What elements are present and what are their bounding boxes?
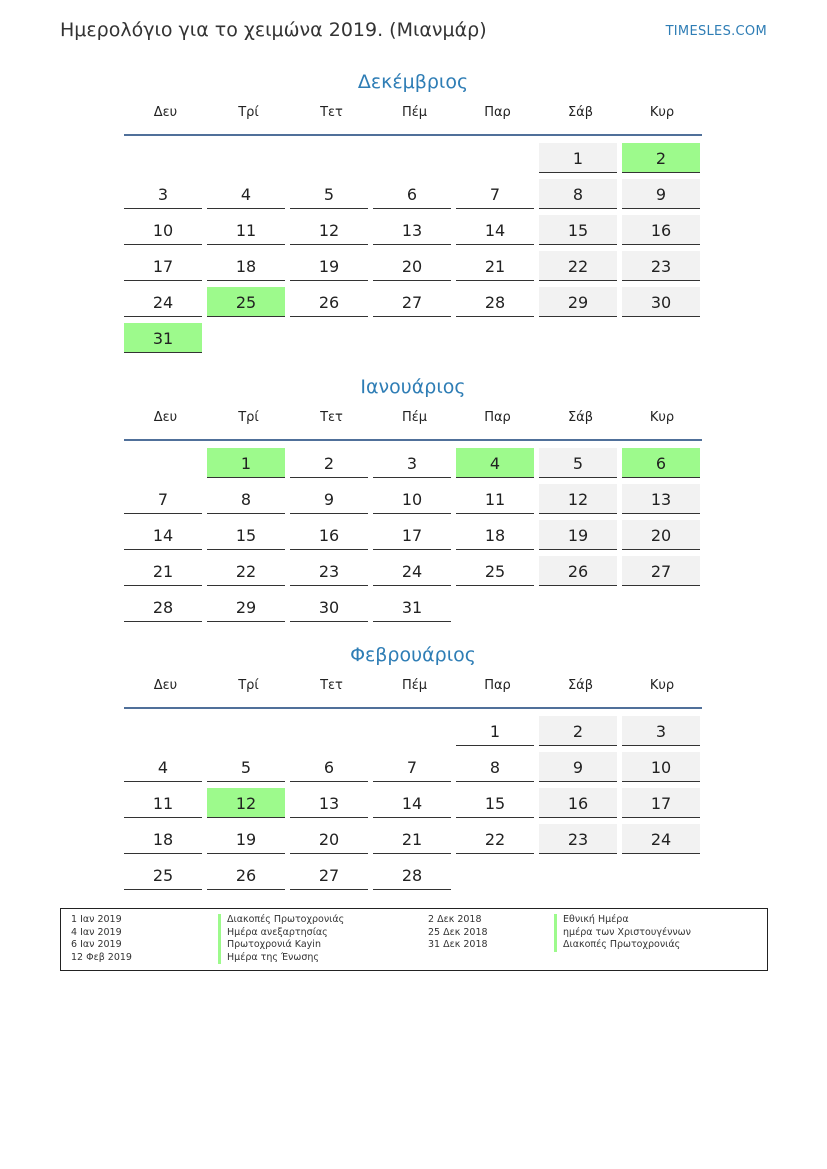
- day-cell: 20: [373, 251, 451, 281]
- weekday-label: Πέμ: [401, 410, 428, 425]
- day-cell: 15: [207, 520, 285, 550]
- day-cell: 17: [622, 788, 700, 818]
- week-row: [124, 589, 702, 625]
- day-cell: 15: [456, 788, 534, 818]
- legend-holiday-name: Ημέρα ανεξαρτησίας: [218, 927, 344, 940]
- day-cell: 21: [456, 251, 534, 281]
- day-cell: 26: [539, 556, 617, 586]
- week-row: [124, 284, 702, 320]
- weekday-label: Κυρ: [649, 105, 675, 120]
- day-cell: 18: [124, 824, 202, 854]
- legend-holiday-name: Διακοπές Πρωτοχρονιάς: [554, 939, 691, 952]
- day-cell: 25: [124, 860, 202, 890]
- day-cell: 23: [290, 556, 368, 586]
- day-cell: 6: [373, 179, 451, 209]
- weekday-label: Τρί: [238, 410, 259, 425]
- month-calendar: [124, 641, 702, 893]
- empty-day-cell: [456, 323, 534, 353]
- day-cell: 4: [124, 752, 202, 782]
- weekday-label: Δευ: [153, 410, 178, 425]
- day-cell: 1: [456, 716, 534, 746]
- empty-day-cell: [290, 323, 368, 353]
- week-row: [124, 481, 702, 517]
- day-cell: 17: [124, 251, 202, 281]
- weekday-label: Δευ: [153, 105, 178, 120]
- day-cell: 16: [622, 215, 700, 245]
- month-name: Δεκέμβριος: [357, 71, 469, 93]
- day-cell: 16: [290, 520, 368, 550]
- day-cell: 17: [373, 520, 451, 550]
- empty-day-cell: [622, 860, 700, 890]
- day-cell: 13: [290, 788, 368, 818]
- holiday-day-cell: 1: [207, 448, 285, 478]
- weekday-label: Πέμ: [401, 678, 428, 693]
- holiday-day-cell: 4: [456, 448, 534, 478]
- holiday-day-cell: 25: [207, 287, 285, 317]
- empty-day-cell: [456, 592, 534, 622]
- month-name: Ιανουάριος: [360, 376, 466, 398]
- day-cell: 27: [373, 287, 451, 317]
- empty-day-cell: [456, 143, 534, 173]
- day-cell: 4: [207, 179, 285, 209]
- weekday-label: Παρ: [484, 105, 511, 120]
- day-cell: 9: [622, 179, 700, 209]
- day-cell: 12: [539, 484, 617, 514]
- week-row: [124, 821, 702, 857]
- day-cell: 28: [456, 287, 534, 317]
- day-cell: 2: [539, 716, 617, 746]
- day-cell: 18: [456, 520, 534, 550]
- day-cell: 16: [539, 788, 617, 818]
- weekday-header: [124, 677, 702, 709]
- weekday-label: Τρί: [238, 105, 259, 120]
- legend-date: 25 Δεκ 2018: [428, 926, 488, 938]
- day-cell: 23: [539, 824, 617, 854]
- day-cell: 5: [539, 448, 617, 478]
- day-cell: 26: [207, 860, 285, 890]
- day-cell: 12: [290, 215, 368, 245]
- week-row: [124, 857, 702, 893]
- legend-holiday-name: ημέρα των Χριστουγέννων: [554, 927, 691, 940]
- day-cell: 27: [622, 556, 700, 586]
- weekday-label: Σάβ: [567, 678, 594, 693]
- month-calendar: [124, 68, 702, 356]
- empty-day-cell: [456, 860, 534, 890]
- week-row: [124, 248, 702, 284]
- day-cell: 19: [290, 251, 368, 281]
- empty-day-cell: [539, 323, 617, 353]
- legend-date: 12 Φεβ 2019: [71, 951, 132, 963]
- day-cell: 1: [539, 143, 617, 173]
- empty-day-cell: [539, 592, 617, 622]
- day-cell: 26: [290, 287, 368, 317]
- day-cell: 22: [456, 824, 534, 854]
- day-cell: 29: [207, 592, 285, 622]
- day-cell: 11: [207, 215, 285, 245]
- weekday-label: Δευ: [153, 678, 178, 693]
- day-cell: 28: [373, 860, 451, 890]
- day-grid: [124, 713, 702, 893]
- month-name: Φεβρουάριος: [350, 644, 476, 666]
- empty-day-cell: [124, 716, 202, 746]
- day-cell: 21: [373, 824, 451, 854]
- legend-dates-right: [428, 914, 488, 952]
- legend-names-left: [218, 914, 344, 964]
- day-cell: 7: [124, 484, 202, 514]
- empty-day-cell: [290, 716, 368, 746]
- weekday-label: Πέμ: [401, 105, 428, 120]
- day-cell: 24: [373, 556, 451, 586]
- day-cell: 2: [290, 448, 368, 478]
- weekday-label: Σάβ: [567, 105, 594, 120]
- holiday-day-cell: 31: [124, 323, 202, 353]
- day-cell: 14: [456, 215, 534, 245]
- day-cell: 8: [456, 752, 534, 782]
- brand-logo[interactable]: TIMESLES.COM: [665, 24, 767, 39]
- holiday-day-cell: 12: [207, 788, 285, 818]
- day-cell: 10: [622, 752, 700, 782]
- day-cell: 11: [456, 484, 534, 514]
- empty-day-cell: [124, 143, 202, 173]
- day-cell: 18: [207, 251, 285, 281]
- day-cell: 7: [373, 752, 451, 782]
- day-cell: 14: [124, 520, 202, 550]
- weekday-label: Κυρ: [649, 410, 675, 425]
- weekday-label: Κυρ: [649, 678, 675, 693]
- weekday-header: [124, 409, 702, 441]
- weekday-label: Παρ: [484, 678, 511, 693]
- page-title: Ημερολόγιο για το χειμώνα 2019. (Μιανμάρ): [60, 19, 487, 41]
- day-cell: 9: [539, 752, 617, 782]
- day-cell: 25: [456, 556, 534, 586]
- day-cell: 31: [373, 592, 451, 622]
- week-row: [124, 785, 702, 821]
- weekday-header: [124, 104, 702, 136]
- day-cell: 10: [124, 215, 202, 245]
- holiday-day-cell: 6: [622, 448, 700, 478]
- weekday-label: Τρί: [238, 678, 259, 693]
- day-cell: 10: [373, 484, 451, 514]
- day-cell: 5: [290, 179, 368, 209]
- week-row: [124, 176, 702, 212]
- legend-holiday-name: Πρωτοχρονιά Kayin: [218, 939, 344, 952]
- day-cell: 8: [539, 179, 617, 209]
- day-cell: 15: [539, 215, 617, 245]
- legend-date: 4 Ιαν 2019: [71, 926, 122, 938]
- holiday-day-cell: 2: [622, 143, 700, 173]
- week-row: [124, 140, 702, 176]
- week-row: [124, 749, 702, 785]
- day-cell: 30: [622, 287, 700, 317]
- week-row: [124, 713, 702, 749]
- day-cell: 6: [290, 752, 368, 782]
- month-calendar: [124, 373, 702, 625]
- weekday-label: Σάβ: [567, 410, 594, 425]
- day-cell: 22: [539, 251, 617, 281]
- day-cell: 13: [622, 484, 700, 514]
- day-cell: 21: [124, 556, 202, 586]
- day-cell: 20: [290, 824, 368, 854]
- day-cell: 29: [539, 287, 617, 317]
- empty-day-cell: [622, 592, 700, 622]
- legend-date: 1 Ιαν 2019: [71, 914, 122, 925]
- day-cell: 19: [207, 824, 285, 854]
- weekday-label: Τετ: [320, 678, 343, 693]
- day-cell: 7: [456, 179, 534, 209]
- day-cell: 28: [124, 592, 202, 622]
- day-grid: [124, 445, 702, 625]
- empty-day-cell: [373, 323, 451, 353]
- empty-day-cell: [290, 143, 368, 173]
- day-cell: 3: [124, 179, 202, 209]
- legend-holiday-name: Ημέρα της Ένωσης: [218, 952, 344, 965]
- legend-holiday-name: Διακοπές Πρωτοχρονιάς: [218, 914, 344, 927]
- empty-day-cell: [539, 860, 617, 890]
- holiday-legend: [60, 908, 768, 971]
- day-cell: 11: [124, 788, 202, 818]
- week-row: [124, 320, 702, 356]
- day-cell: 20: [622, 520, 700, 550]
- day-cell: 27: [290, 860, 368, 890]
- day-cell: 23: [622, 251, 700, 281]
- day-cell: 5: [207, 752, 285, 782]
- legend-dates-left: [71, 914, 132, 964]
- empty-day-cell: [373, 143, 451, 173]
- day-cell: 19: [539, 520, 617, 550]
- empty-day-cell: [207, 716, 285, 746]
- day-cell: 24: [124, 287, 202, 317]
- legend-date: 31 Δεκ 2018: [428, 939, 488, 950]
- day-cell: 30: [290, 592, 368, 622]
- empty-day-cell: [373, 716, 451, 746]
- day-cell: 9: [290, 484, 368, 514]
- day-cell: 3: [622, 716, 700, 746]
- day-grid: [124, 140, 702, 356]
- weekday-label: Τετ: [320, 410, 343, 425]
- empty-day-cell: [622, 323, 700, 353]
- day-cell: 22: [207, 556, 285, 586]
- legend-date: 6 Ιαν 2019: [71, 939, 122, 950]
- empty-day-cell: [124, 448, 202, 478]
- day-cell: 13: [373, 215, 451, 245]
- week-row: [124, 517, 702, 553]
- legend-names-right: [554, 914, 691, 952]
- day-cell: 14: [373, 788, 451, 818]
- weekday-label: Παρ: [484, 410, 511, 425]
- legend-holiday-name: Εθνική Ημέρα: [554, 914, 691, 927]
- week-row: [124, 212, 702, 248]
- day-cell: 3: [373, 448, 451, 478]
- week-row: [124, 445, 702, 481]
- day-cell: 8: [207, 484, 285, 514]
- week-row: [124, 553, 702, 589]
- empty-day-cell: [207, 143, 285, 173]
- day-cell: 24: [622, 824, 700, 854]
- empty-day-cell: [207, 323, 285, 353]
- weekday-label: Τετ: [320, 105, 343, 120]
- legend-date: 2 Δεκ 2018: [428, 914, 482, 925]
